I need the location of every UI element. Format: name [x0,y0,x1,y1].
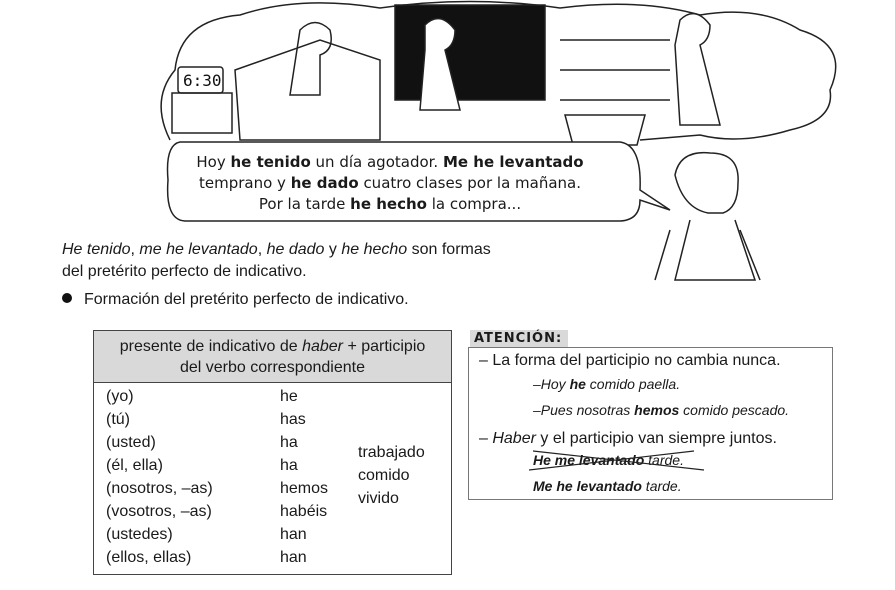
table-header-line-2: del verbo correspondiente [179,359,365,376]
haber-cell: han [280,549,307,566]
example-text: –Hoy [533,376,570,392]
haber-cell: ha [280,457,298,474]
intro-text: son formas [407,241,491,258]
blackboard [395,5,545,100]
clock-time: 6:30 [183,71,222,90]
participle-cell: comido [358,467,410,484]
rule-haber: Haber [492,430,536,447]
pronoun-cell: (yo) [106,388,134,405]
bubble-bold-verb: he tenido [230,153,311,171]
shelves [560,40,670,100]
bubble-text-segment: Por la tarde [258,195,351,213]
pronoun-cell: (nosotros, –as) [106,480,213,497]
tired-person [655,153,760,280]
haber-cell: hemos [280,480,329,497]
intro-verb: me he levantado [139,241,258,258]
haber-cell: has [280,411,306,428]
pronoun-cell: (él, ella) [106,457,163,474]
example-1 [533,376,680,392]
example-2 [533,402,789,418]
nightstand [172,93,232,133]
bubble-line-3 [175,194,605,215]
bubble-line-1 [175,152,605,173]
haber-column [280,385,328,569]
wrong-example-verb: He me levantado [533,452,645,468]
example-text: –Pues nosotras [533,402,635,418]
intro-line-1 [62,239,562,261]
intro-paragraph [62,239,562,283]
speech-bubble-text [175,152,605,215]
wrong-example-text: tarde. [644,452,684,468]
intro-text: y [324,241,342,258]
haber-cell: habéis [280,503,328,520]
header-haber: haber [302,338,343,355]
bubble-bold-verb: Me he levantado [442,153,584,171]
header-text: presente de indicativo de [119,338,303,355]
correct-example-text: tarde. [641,478,682,494]
shopping-cart [565,115,645,145]
intro-verb: he hecho [341,241,408,258]
bubble-line-2 [175,173,605,194]
haber-cell: han [280,526,307,543]
pronoun-cell: (ellos, ellas) [106,549,192,566]
participle-cell: vivido [358,490,399,507]
table-header [94,331,451,383]
bubble-text-segment: temprano y [198,174,291,192]
bubble-text-segment: un día agotador. [310,153,443,171]
haber-cell: ha [280,434,298,451]
conjugation-table [93,330,452,575]
participle-column [358,441,425,510]
rule-1: – La forma del participio no cambia nunca. [479,352,781,369]
rule-text: y el participio van siempre juntos. [535,430,777,447]
pronoun-column [106,385,213,569]
intro-text: , [130,241,140,258]
bubble-text-segment: Hoy [196,153,231,171]
bed [235,40,380,140]
pronoun-cell: (ustedes) [106,526,173,543]
correct-example [533,478,682,494]
header-text: + participio [343,338,426,355]
pronoun-cell: (usted) [106,434,156,451]
bullet-heading [62,291,409,309]
example-text: comido paella. [585,376,681,392]
bubble-bold-verb: he dado [290,174,359,192]
pronoun-cell: (tú) [106,411,130,428]
bullet-icon [62,293,72,303]
intro-verb: He tenido [62,241,131,258]
shopper [675,14,720,125]
example-bold-verb: he [569,376,586,392]
rule-2 [479,430,777,448]
bubble-bold-verb: he hecho [350,195,427,213]
pronoun-cell: (vosotros, –as) [106,503,212,520]
intro-verb: he dado [266,241,325,258]
intro-text: , [257,241,267,258]
intro-line-2: del pretérito perfecto de indicativo. [62,263,307,280]
bubble-text-segment: cuatro clases por la mañana. [358,174,582,192]
atencion-box [468,347,833,500]
example-bold-verb: hemos [634,402,680,418]
example-text: comido pescado. [679,402,790,418]
participle-cell: trabajado [358,444,425,461]
table-header-line-1 [94,336,451,357]
atencion-label: ATENCIÓN: [470,330,568,348]
rule-dash: – [479,430,493,447]
person-waking [290,23,331,96]
bubble-text-segment: la compra... [426,195,522,213]
strikethrough-cross [529,448,709,474]
bullet-text: Formación del pretérito perfecto de indicativo. [84,291,409,308]
correct-example-verb: Me he levantado [533,478,642,494]
haber-cell: he [280,388,298,405]
